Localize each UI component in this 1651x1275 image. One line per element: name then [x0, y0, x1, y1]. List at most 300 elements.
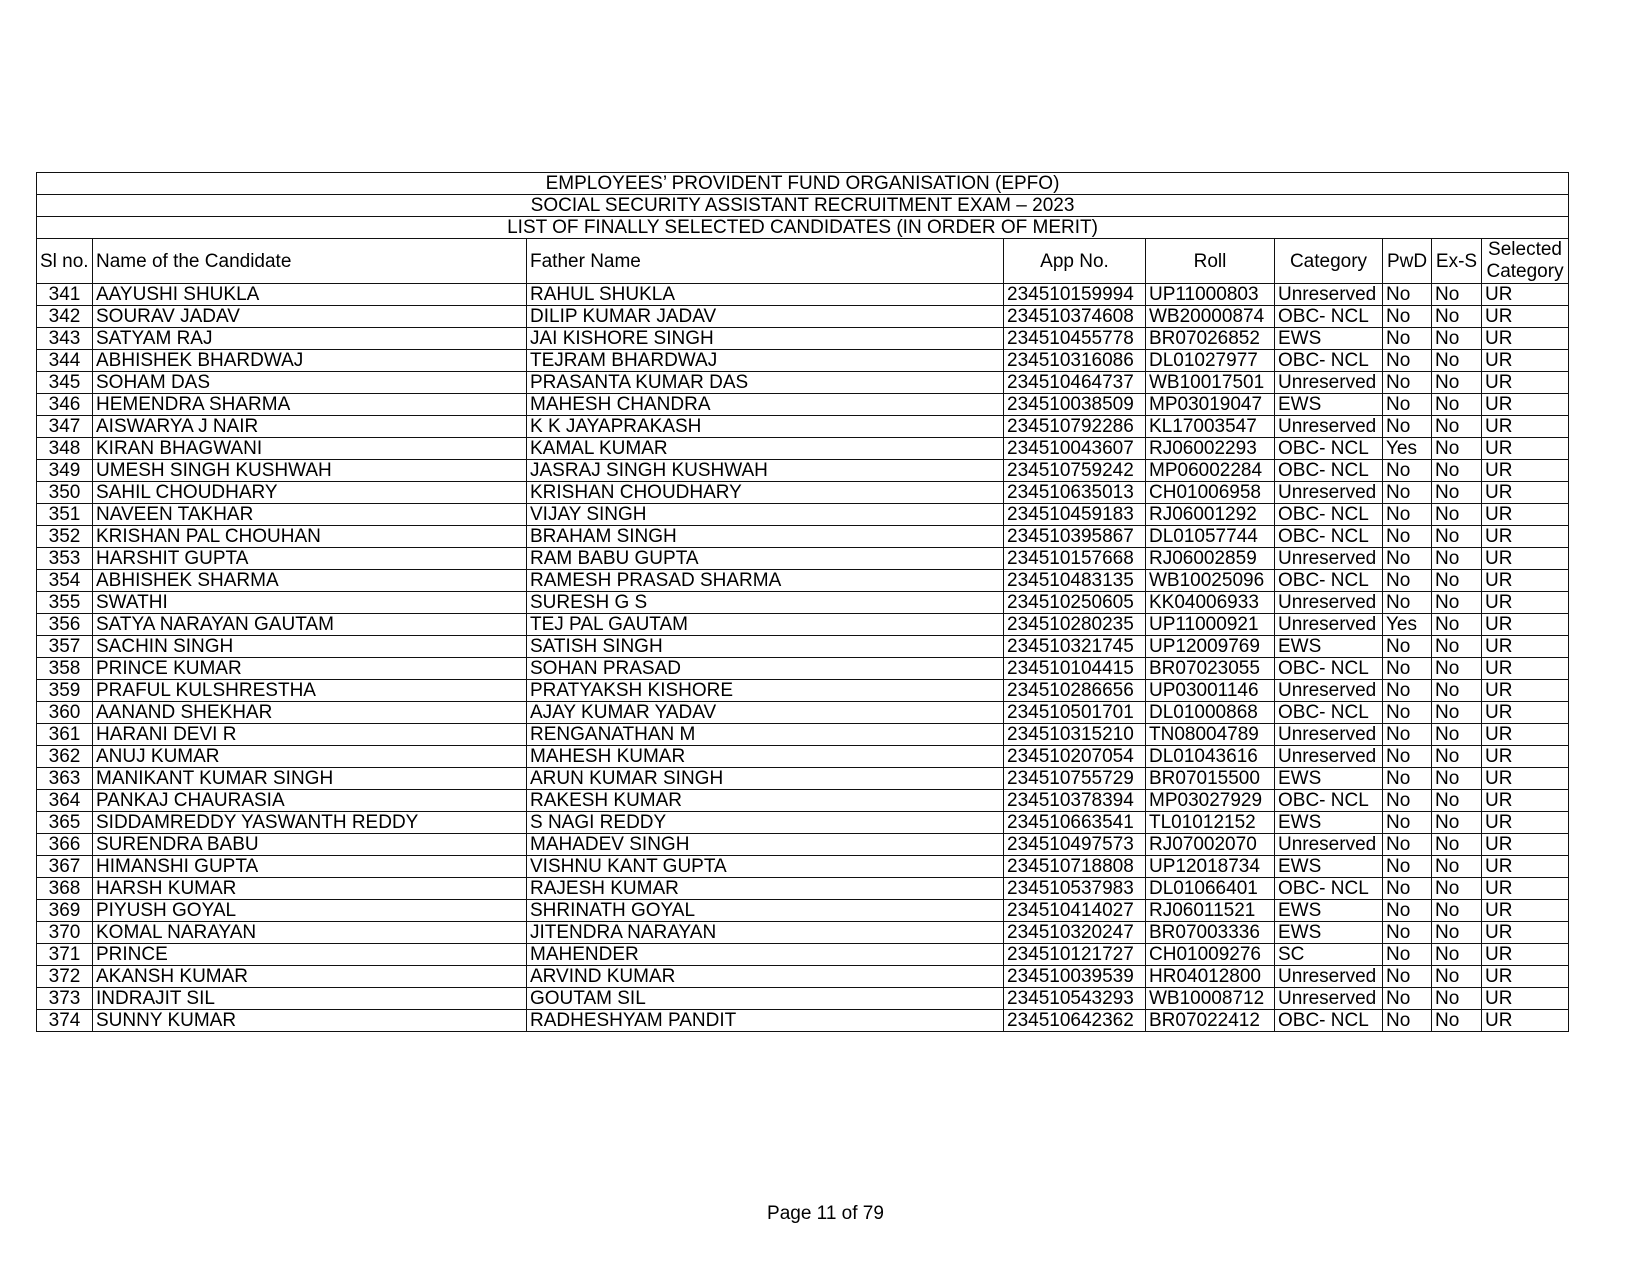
col-header-app-no: App No.	[1004, 239, 1146, 284]
category-cell: Unreserved	[1275, 592, 1383, 614]
app-no-cell: 234510501701	[1004, 702, 1146, 724]
app-no-cell: 234510157668	[1004, 548, 1146, 570]
selected-category-cell: UR	[1482, 394, 1569, 416]
category-cell: OBC- NCL	[1275, 878, 1383, 900]
ex-servicemen-cell: No	[1432, 372, 1482, 394]
sl-no-cell: 355	[37, 592, 93, 614]
candidate-name-cell: HIMANSHI GUPTA	[93, 856, 527, 878]
selected-candidates-table	[36, 172, 1569, 1032]
category-cell: OBC- NCL	[1275, 350, 1383, 372]
father-name-cell: RAMESH PRASAD SHARMA	[527, 570, 1004, 592]
table-row	[37, 900, 1569, 922]
table-row	[37, 768, 1569, 790]
table-row	[37, 922, 1569, 944]
ex-servicemen-cell: No	[1432, 284, 1482, 306]
app-no-cell: 234510459183	[1004, 504, 1146, 526]
app-no-cell: 234510378394	[1004, 790, 1146, 812]
table-row	[37, 482, 1569, 504]
selected-category-cell: UR	[1482, 592, 1569, 614]
candidate-name-cell: SIDDAMREDDY YASWANTH REDDY	[93, 812, 527, 834]
candidate-name-cell: AKANSH KUMAR	[93, 966, 527, 988]
ex-servicemen-cell: No	[1432, 944, 1482, 966]
selected-category-cell: UR	[1482, 636, 1569, 658]
category-cell: OBC- NCL	[1275, 1010, 1383, 1032]
table-row	[37, 1010, 1569, 1032]
candidate-name-cell: ABHISHEK BHARDWAJ	[93, 350, 527, 372]
category-cell: EWS	[1275, 856, 1383, 878]
roll-cell: RJ07002070	[1146, 834, 1275, 856]
table-row	[37, 746, 1569, 768]
ex-servicemen-cell: No	[1432, 394, 1482, 416]
category-cell: OBC- NCL	[1275, 438, 1383, 460]
father-name-cell: GOUTAM SIL	[527, 988, 1004, 1010]
ex-servicemen-cell: No	[1432, 526, 1482, 548]
sl-no-cell: 364	[37, 790, 93, 812]
roll-cell: DL01000868	[1146, 702, 1275, 724]
father-name-cell: MAHESH KUMAR	[527, 746, 1004, 768]
sl-no-cell: 349	[37, 460, 93, 482]
sl-no-cell: 347	[37, 416, 93, 438]
app-no-cell: 234510759242	[1004, 460, 1146, 482]
roll-cell: WB10025096	[1146, 570, 1275, 592]
pwd-cell: No	[1383, 482, 1432, 504]
selected-category-cell: UR	[1482, 416, 1569, 438]
table-row	[37, 460, 1569, 482]
category-cell: Unreserved	[1275, 834, 1383, 856]
category-cell: OBC- NCL	[1275, 460, 1383, 482]
table-row	[37, 966, 1569, 988]
pwd-cell: No	[1383, 592, 1432, 614]
selected-category-cell: UR	[1482, 570, 1569, 592]
father-name-cell: SATISH SINGH	[527, 636, 1004, 658]
table-row	[37, 350, 1569, 372]
roll-cell: CH01006958	[1146, 482, 1275, 504]
sl-no-cell: 353	[37, 548, 93, 570]
candidate-name-cell: SWATHI	[93, 592, 527, 614]
ex-servicemen-cell: No	[1432, 966, 1482, 988]
sl-no-cell: 342	[37, 306, 93, 328]
app-no-cell: 234510286656	[1004, 680, 1146, 702]
father-name-cell: DILIP KUMAR JADAV	[527, 306, 1004, 328]
table-row	[37, 504, 1569, 526]
app-no-cell: 234510038509	[1004, 394, 1146, 416]
father-name-cell: VIJAY SINGH	[527, 504, 1004, 526]
father-name-cell: RAJESH KUMAR	[527, 878, 1004, 900]
sl-no-cell: 370	[37, 922, 93, 944]
father-name-cell: JAI KISHORE SINGH	[527, 328, 1004, 350]
selected-category-cell: UR	[1482, 548, 1569, 570]
candidate-name-cell: PANKAJ CHAURASIA	[93, 790, 527, 812]
category-cell: EWS	[1275, 394, 1383, 416]
col-header-sl-no: Sl no.	[37, 239, 93, 284]
sl-no-cell: 368	[37, 878, 93, 900]
roll-cell: BR07003336	[1146, 922, 1275, 944]
pwd-cell: No	[1383, 790, 1432, 812]
roll-cell: BR07026852	[1146, 328, 1275, 350]
col-header-father-name: Father Name	[527, 239, 1004, 284]
roll-cell: RJ06001292	[1146, 504, 1275, 526]
app-no-cell: 234510207054	[1004, 746, 1146, 768]
roll-cell: RJ06002293	[1146, 438, 1275, 460]
selected-category-cell: UR	[1482, 482, 1569, 504]
sl-no-cell: 346	[37, 394, 93, 416]
sl-no-cell: 361	[37, 724, 93, 746]
pwd-cell: No	[1383, 680, 1432, 702]
candidate-name-cell: SACHIN SINGH	[93, 636, 527, 658]
candidate-name-cell: NAVEEN TAKHAR	[93, 504, 527, 526]
table-row	[37, 944, 1569, 966]
roll-cell: DL01057744	[1146, 526, 1275, 548]
ex-servicemen-cell: No	[1432, 988, 1482, 1010]
sl-no-cell: 374	[37, 1010, 93, 1032]
selected-category-cell: UR	[1482, 966, 1569, 988]
category-cell: EWS	[1275, 636, 1383, 658]
father-name-cell: RAM BABU GUPTA	[527, 548, 1004, 570]
table-row	[37, 526, 1569, 548]
sl-no-cell: 373	[37, 988, 93, 1010]
category-cell: OBC- NCL	[1275, 306, 1383, 328]
selected-category-cell: UR	[1482, 724, 1569, 746]
pwd-cell: No	[1383, 922, 1432, 944]
father-name-cell: TEJRAM BHARDWAJ	[527, 350, 1004, 372]
category-cell: EWS	[1275, 768, 1383, 790]
selected-category-cell: UR	[1482, 614, 1569, 636]
roll-cell: UP11000803	[1146, 284, 1275, 306]
selected-category-cell: UR	[1482, 328, 1569, 350]
category-cell: OBC- NCL	[1275, 526, 1383, 548]
list-title: LIST OF FINALLY SELECTED CANDIDATES (IN ORDER OF MERIT)	[37, 217, 1569, 239]
roll-cell: WB10017501	[1146, 372, 1275, 394]
sl-no-cell: 341	[37, 284, 93, 306]
father-name-cell: KAMAL KUMAR	[527, 438, 1004, 460]
sl-no-cell: 344	[37, 350, 93, 372]
father-name-cell: SURESH G S	[527, 592, 1004, 614]
ex-servicemen-cell: No	[1432, 1010, 1482, 1032]
category-cell: EWS	[1275, 922, 1383, 944]
roll-cell: HR04012800	[1146, 966, 1275, 988]
category-cell: OBC- NCL	[1275, 702, 1383, 724]
pwd-cell: No	[1383, 812, 1432, 834]
category-cell: Unreserved	[1275, 416, 1383, 438]
candidate-name-cell: SATYA NARAYAN GAUTAM	[93, 614, 527, 636]
app-no-cell: 234510755729	[1004, 768, 1146, 790]
selected-category-cell: UR	[1482, 988, 1569, 1010]
app-no-cell: 234510039539	[1004, 966, 1146, 988]
pwd-cell: No	[1383, 966, 1432, 988]
ex-servicemen-cell: No	[1432, 680, 1482, 702]
category-cell: Unreserved	[1275, 966, 1383, 988]
app-no-cell: 234510121727	[1004, 944, 1146, 966]
father-name-cell: ARVIND KUMAR	[527, 966, 1004, 988]
roll-cell: DL01066401	[1146, 878, 1275, 900]
ex-servicemen-cell: No	[1432, 768, 1482, 790]
candidate-name-cell: AANAND SHEKHAR	[93, 702, 527, 724]
roll-cell: TN08004789	[1146, 724, 1275, 746]
selected-label: Selected	[1488, 239, 1562, 260]
app-no-cell: 234510316086	[1004, 350, 1146, 372]
category-cell: Unreserved	[1275, 482, 1383, 504]
selected-category-cell: UR	[1482, 460, 1569, 482]
candidate-name-cell: SURENDRA BABU	[93, 834, 527, 856]
roll-cell: BR07015500	[1146, 768, 1275, 790]
pwd-cell: No	[1383, 768, 1432, 790]
sl-no-cell: 362	[37, 746, 93, 768]
category-cell: Unreserved	[1275, 724, 1383, 746]
ex-servicemen-cell: No	[1432, 482, 1482, 504]
col-header-ex-servicemen: Ex-S	[1432, 239, 1482, 284]
app-no-cell: 234510635013	[1004, 482, 1146, 504]
ex-servicemen-cell: No	[1432, 834, 1482, 856]
pwd-cell: No	[1383, 746, 1432, 768]
app-no-cell: 234510414027	[1004, 900, 1146, 922]
selected-category-cell: UR	[1482, 504, 1569, 526]
ex-servicemen-cell: No	[1432, 878, 1482, 900]
candidate-name-cell: SOHAM DAS	[93, 372, 527, 394]
page-number: Page 11 of 79	[767, 1203, 884, 1224]
exam-title: SOCIAL SECURITY ASSISTANT RECRUITMENT EXAM – 2023	[37, 195, 1569, 217]
pwd-cell: No	[1383, 284, 1432, 306]
father-name-cell: AJAY KUMAR YADAV	[527, 702, 1004, 724]
selected-category-cell: UR	[1482, 922, 1569, 944]
roll-cell: CH01009276	[1146, 944, 1275, 966]
app-no-cell: 234510104415	[1004, 658, 1146, 680]
sl-no-cell: 357	[37, 636, 93, 658]
roll-cell: WB10008712	[1146, 988, 1275, 1010]
pwd-cell: No	[1383, 944, 1432, 966]
app-no-cell: 234510315210	[1004, 724, 1146, 746]
pwd-cell: No	[1383, 636, 1432, 658]
sl-no-cell: 343	[37, 328, 93, 350]
selected-category-cell: UR	[1482, 284, 1569, 306]
app-no-cell: 234510320247	[1004, 922, 1146, 944]
father-name-cell: TEJ PAL GAUTAM	[527, 614, 1004, 636]
sl-no-cell: 363	[37, 768, 93, 790]
father-name-cell: JITENDRA NARAYAN	[527, 922, 1004, 944]
roll-cell: MP06002284	[1146, 460, 1275, 482]
ex-servicemen-cell: No	[1432, 592, 1482, 614]
father-name-cell: BRAHAM SINGH	[527, 526, 1004, 548]
candidate-name-cell: PIYUSH GOYAL	[93, 900, 527, 922]
app-no-cell: 234510250605	[1004, 592, 1146, 614]
selected-category-cell: UR	[1482, 372, 1569, 394]
candidate-name-cell: KIRAN BHAGWANI	[93, 438, 527, 460]
pwd-cell: No	[1383, 372, 1432, 394]
father-name-cell: MAHENDER	[527, 944, 1004, 966]
col-header-roll: Roll	[1146, 239, 1275, 284]
ex-servicemen-cell: No	[1432, 328, 1482, 350]
candidate-name-cell: AISWARYA J NAIR	[93, 416, 527, 438]
app-no-cell: 234510321745	[1004, 636, 1146, 658]
category-cell: EWS	[1275, 900, 1383, 922]
app-no-cell: 234510280235	[1004, 614, 1146, 636]
app-no-cell: 234510537983	[1004, 878, 1146, 900]
table-row	[37, 372, 1569, 394]
candidate-name-cell: SATYAM RAJ	[93, 328, 527, 350]
category-cell: EWS	[1275, 812, 1383, 834]
category-cell: Unreserved	[1275, 614, 1383, 636]
pwd-cell: No	[1383, 1010, 1432, 1032]
category-label: Category	[1486, 261, 1564, 282]
father-name-cell: S NAGI REDDY	[527, 812, 1004, 834]
roll-cell: UP11000921	[1146, 614, 1275, 636]
title-row-list	[37, 217, 1569, 239]
app-no-cell: 234510642362	[1004, 1010, 1146, 1032]
category-cell: EWS	[1275, 328, 1383, 350]
category-cell: Unreserved	[1275, 548, 1383, 570]
candidate-name-cell: SAHIL CHOUDHARY	[93, 482, 527, 504]
ex-servicemen-cell: No	[1432, 658, 1482, 680]
pwd-cell: No	[1383, 526, 1432, 548]
sl-no-cell: 351	[37, 504, 93, 526]
col-header-candidate-name: Name of the Candidate	[93, 239, 527, 284]
sl-no-cell: 354	[37, 570, 93, 592]
selected-category-cell: UR	[1482, 526, 1569, 548]
app-no-cell: 234510159994	[1004, 284, 1146, 306]
title-row-exam	[37, 195, 1569, 217]
roll-cell: BR07023055	[1146, 658, 1275, 680]
pwd-cell: Yes	[1383, 614, 1432, 636]
table-row	[37, 658, 1569, 680]
category-cell: OBC- NCL	[1275, 658, 1383, 680]
ex-servicemen-cell: No	[1432, 306, 1482, 328]
father-name-cell: MAHADEV SINGH	[527, 834, 1004, 856]
selected-category-cell: UR	[1482, 438, 1569, 460]
table-row	[37, 416, 1569, 438]
app-no-cell: 234510483135	[1004, 570, 1146, 592]
pwd-cell: Yes	[1383, 438, 1432, 460]
roll-cell: KL17003547	[1146, 416, 1275, 438]
roll-cell: UP03001146	[1146, 680, 1275, 702]
candidate-name-cell: HEMENDRA SHARMA	[93, 394, 527, 416]
category-cell: Unreserved	[1275, 372, 1383, 394]
col-header-category: Category	[1275, 239, 1383, 284]
col-header-pwd: PwD	[1383, 239, 1432, 284]
candidate-name-cell: SOURAV JADAV	[93, 306, 527, 328]
category-cell: Unreserved	[1275, 746, 1383, 768]
selected-category-cell: UR	[1482, 878, 1569, 900]
app-no-cell: 234510455778	[1004, 328, 1146, 350]
pwd-cell: No	[1383, 350, 1432, 372]
candidate-name-cell: HARSH KUMAR	[93, 878, 527, 900]
selected-category-cell: UR	[1482, 790, 1569, 812]
pwd-cell: No	[1383, 460, 1432, 482]
sl-no-cell: 348	[37, 438, 93, 460]
organisation-title: EMPLOYEES’ PROVIDENT FUND ORGANISATION (EPFO)	[37, 173, 1569, 195]
selected-category-cell: UR	[1482, 944, 1569, 966]
selected-category-cell: UR	[1482, 1010, 1569, 1032]
father-name-cell: RENGANATHAN M	[527, 724, 1004, 746]
category-cell: Unreserved	[1275, 680, 1383, 702]
pwd-cell: No	[1383, 856, 1432, 878]
app-no-cell: 234510374608	[1004, 306, 1146, 328]
pwd-cell: No	[1383, 834, 1432, 856]
father-name-cell: VISHNU KANT GUPTA	[527, 856, 1004, 878]
table-row	[37, 680, 1569, 702]
app-no-cell: 234510543293	[1004, 988, 1146, 1010]
col-header-selected-category	[1482, 239, 1569, 284]
table-row	[37, 878, 1569, 900]
category-cell: OBC- NCL	[1275, 504, 1383, 526]
selected-category-cell: UR	[1482, 812, 1569, 834]
ex-servicemen-cell: No	[1432, 438, 1482, 460]
selected-category-cell: UR	[1482, 306, 1569, 328]
table-row	[37, 306, 1569, 328]
category-cell: Unreserved	[1275, 284, 1383, 306]
father-name-cell: SHRINATH GOYAL	[527, 900, 1004, 922]
table-row	[37, 328, 1569, 350]
sl-no-cell: 359	[37, 680, 93, 702]
roll-cell: TL01012152	[1146, 812, 1275, 834]
selected-category-cell: UR	[1482, 658, 1569, 680]
roll-cell: WB20000874	[1146, 306, 1275, 328]
pwd-cell: No	[1383, 900, 1432, 922]
father-name-cell: MAHESH CHANDRA	[527, 394, 1004, 416]
ex-servicemen-cell: No	[1432, 900, 1482, 922]
roll-cell: UP12009769	[1146, 636, 1275, 658]
roll-cell: DL01043616	[1146, 746, 1275, 768]
father-name-cell: RAKESH KUMAR	[527, 790, 1004, 812]
selected-category-cell: UR	[1482, 746, 1569, 768]
ex-servicemen-cell: No	[1432, 460, 1482, 482]
candidate-name-cell: HARSHIT GUPTA	[93, 548, 527, 570]
pwd-cell: No	[1383, 416, 1432, 438]
ex-servicemen-cell: No	[1432, 548, 1482, 570]
table-row	[37, 438, 1569, 460]
father-name-cell: JASRAJ SINGH KUSHWAH	[527, 460, 1004, 482]
table-row	[37, 988, 1569, 1010]
roll-cell: BR07022412	[1146, 1010, 1275, 1032]
table-row	[37, 856, 1569, 878]
sl-no-cell: 367	[37, 856, 93, 878]
sl-no-cell: 369	[37, 900, 93, 922]
table-row	[37, 702, 1569, 724]
father-name-cell: K K JAYAPRAKASH	[527, 416, 1004, 438]
table-row	[37, 790, 1569, 812]
table-row	[37, 636, 1569, 658]
candidate-name-cell: AAYUSHI SHUKLA	[93, 284, 527, 306]
category-cell: Unreserved	[1275, 988, 1383, 1010]
roll-cell: RJ06002859	[1146, 548, 1275, 570]
father-name-cell: RADHESHYAM PANDIT	[527, 1010, 1004, 1032]
selected-category-cell: UR	[1482, 834, 1569, 856]
roll-cell: DL01027977	[1146, 350, 1275, 372]
ex-servicemen-cell: No	[1432, 746, 1482, 768]
sl-no-cell: 365	[37, 812, 93, 834]
ex-servicemen-cell: No	[1432, 614, 1482, 636]
app-no-cell: 234510718808	[1004, 856, 1146, 878]
pwd-cell: No	[1383, 306, 1432, 328]
ex-servicemen-cell: No	[1432, 724, 1482, 746]
sl-no-cell: 372	[37, 966, 93, 988]
candidate-name-cell: KRISHAN PAL CHOUHAN	[93, 526, 527, 548]
app-no-cell: 234510663541	[1004, 812, 1146, 834]
app-no-cell: 234510395867	[1004, 526, 1146, 548]
app-no-cell: 234510792286	[1004, 416, 1146, 438]
category-cell: SC	[1275, 944, 1383, 966]
column-header-row	[37, 239, 1569, 284]
pwd-cell: No	[1383, 702, 1432, 724]
ex-servicemen-cell: No	[1432, 702, 1482, 724]
ex-servicemen-cell: No	[1432, 856, 1482, 878]
title-row-organisation	[37, 173, 1569, 195]
candidate-name-cell: ANUJ KUMAR	[93, 746, 527, 768]
father-name-cell: ARUN KUMAR SINGH	[527, 768, 1004, 790]
sl-no-cell: 345	[37, 372, 93, 394]
sl-no-cell: 371	[37, 944, 93, 966]
pwd-cell: No	[1383, 394, 1432, 416]
candidate-name-cell: ABHISHEK SHARMA	[93, 570, 527, 592]
ex-servicemen-cell: No	[1432, 350, 1482, 372]
